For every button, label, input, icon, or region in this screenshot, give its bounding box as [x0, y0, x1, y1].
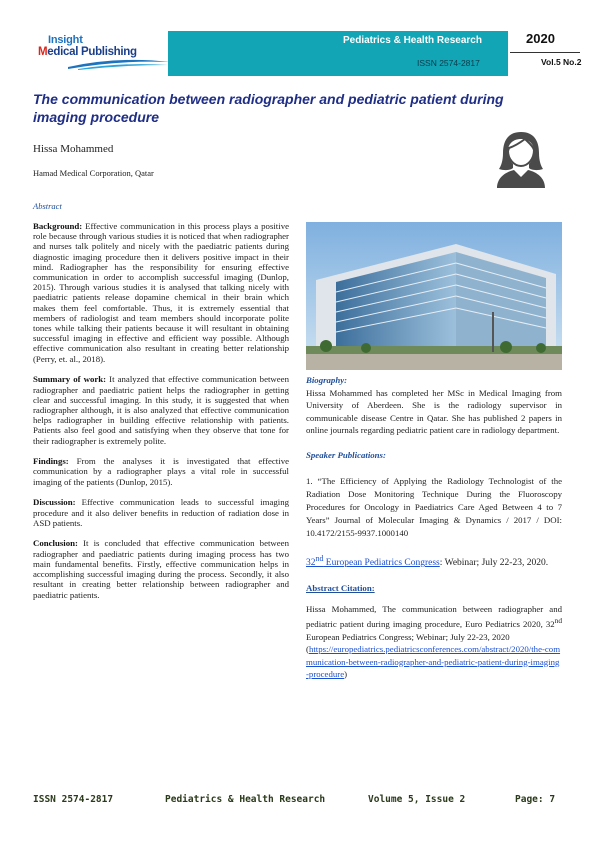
- abstract-findings: Findings: From the analyses it is investigated that effective communication by a radiographer plays a vital role in successful imaging of the patients (Dunlop, 2015).: [33, 456, 289, 487]
- abstract-body: [33, 221, 289, 610]
- abstract-conclusion: Conclusion: It is concluded that effective communication between radiographer and paediatric patients during imaging process has two main fundamental benefits. Firstly, effective communication helps in accomplishing successful imaging during the process. Secondly, it also resultant in creating better relationship between radiographer and paediatric patients.: [33, 538, 289, 600]
- footer-issn: ISSN 2574-2817: [33, 794, 114, 805]
- author-name: Hissa Mohammed: [33, 143, 114, 155]
- biography-heading: Biography:: [306, 375, 348, 385]
- author-affiliation: Hamad Medical Corporation, Qatar: [33, 168, 154, 178]
- logo-swoosh-icon: [38, 58, 173, 70]
- header-volume: Vol.5 No.2: [541, 57, 582, 67]
- footer-issue: Volume 5, Issue 2: [368, 794, 466, 805]
- citation-text: Hissa Mohammed, The communication between radiographer and pediatric patient during imaging procedure, Euro Pediatrics 2020, 32nd European Pediatrics Congress; Webinar; July 22-23, 2020 (https://europediatrics.pediatricsconferences.com/abstract/2020/the-communication-between-radiographer-and-pediatric-patient-during-imaging-procedure): [306, 603, 562, 680]
- citation-url-link[interactable]: https://europediatrics.pediatricsconferences.com/abstract/2020/the-communication-between-radiographer-and-pediatric-patient-during-imaging-procedure: [306, 644, 561, 680]
- header-journal-title: Pediatrics & Health Research: [343, 35, 482, 46]
- abstract-heading: Abstract: [33, 201, 62, 211]
- header-issn: ISSN 2574-2817: [417, 58, 480, 68]
- footer-page: Page: 7: [515, 794, 556, 805]
- article-title: The communication between radiographer and pediatric patient during imaging procedure: [33, 91, 504, 125]
- publisher-logo: [38, 34, 173, 70]
- female-avatar-icon: [491, 128, 551, 188]
- header-divider: [510, 52, 580, 53]
- abstract-discussion: Discussion: Effective communication leads to successful imaging procedure and it also deliver benefits in reduction of radiation dose in ASD patients.: [33, 497, 289, 528]
- footer-journal: Pediatrics & Health Research: [165, 794, 326, 805]
- abstract-background: Background: Effective communication in this process plays a positive role because through various studies it is noticed that when radiographer and nurses talk politely and nicely with the paediatric patients during diagnostic imaging procedure then it delivers positive impact in their mind. Radiographer has the responsibility for ensuring effective communication in order to accomplish successful imaging (Dunlop, 2015). Through various studies it is analysed that talking nicely with paediatric patients release dopamine chemical in their brain which makes them feel comfortable. Thus, it is extremely essential that members of radiologist and team members should incorporate polite tones while talking their patients because it will resultant in obtaining successful imaging in effective and efficient way possible. Although effective communication also resultant in creating better relationship (Perry, et. al., 2018).: [33, 221, 289, 364]
- header-year: 2020: [526, 31, 555, 46]
- conference-link[interactable]: 32nd European Pediatrics Congress: [306, 554, 440, 569]
- biography-text: Hissa Mohammed has completed her MSc in Medical Imaging from University of Aberdeen. She is the radiology supervisor in communicable disease Centre in Qatar. She has published 2 papers in online journals regarding pediatric patient care in radiology department.: [306, 387, 562, 435]
- logo-text-medical-publishing: Medical Publishing: [38, 46, 137, 58]
- publications-heading: Speaker Publications:: [306, 449, 386, 460]
- conference-line: 32nd European Pediatrics Congress: Webinar; July 22-23, 2020.: [306, 554, 549, 569]
- citation-heading: Abstract Citation:: [306, 583, 375, 594]
- abstract-summary-of-work: Summary of work: It analyzed that effective communication between radiographer and paediatric patient helps the radiographer in getting clear and successful imaging. In this study, it is suggested that when radiographer although, it is also analyzed that effective communication helps radiographer in building effective relationship with patients. Patients also feel good and satisfying when they observe that tone for their radiographer is extremely polite.: [33, 374, 289, 446]
- publication-item: 1. “The Efficiency of Applying the Radiology Technologist of the Radiation Dose Monitoring Technique During the Fluoroscopy Procedures for Oncology in Paediatrics Care Aged Between 4 to 7 Years” Journal of Molecular Imaging & Dynamics / 2017 / DOI: 10.4172/2155-9937.1000140: [306, 476, 562, 538]
- right-column: [306, 374, 562, 681]
- logo-text-insight: Insight: [48, 34, 83, 46]
- hospital-building-image: [306, 222, 562, 370]
